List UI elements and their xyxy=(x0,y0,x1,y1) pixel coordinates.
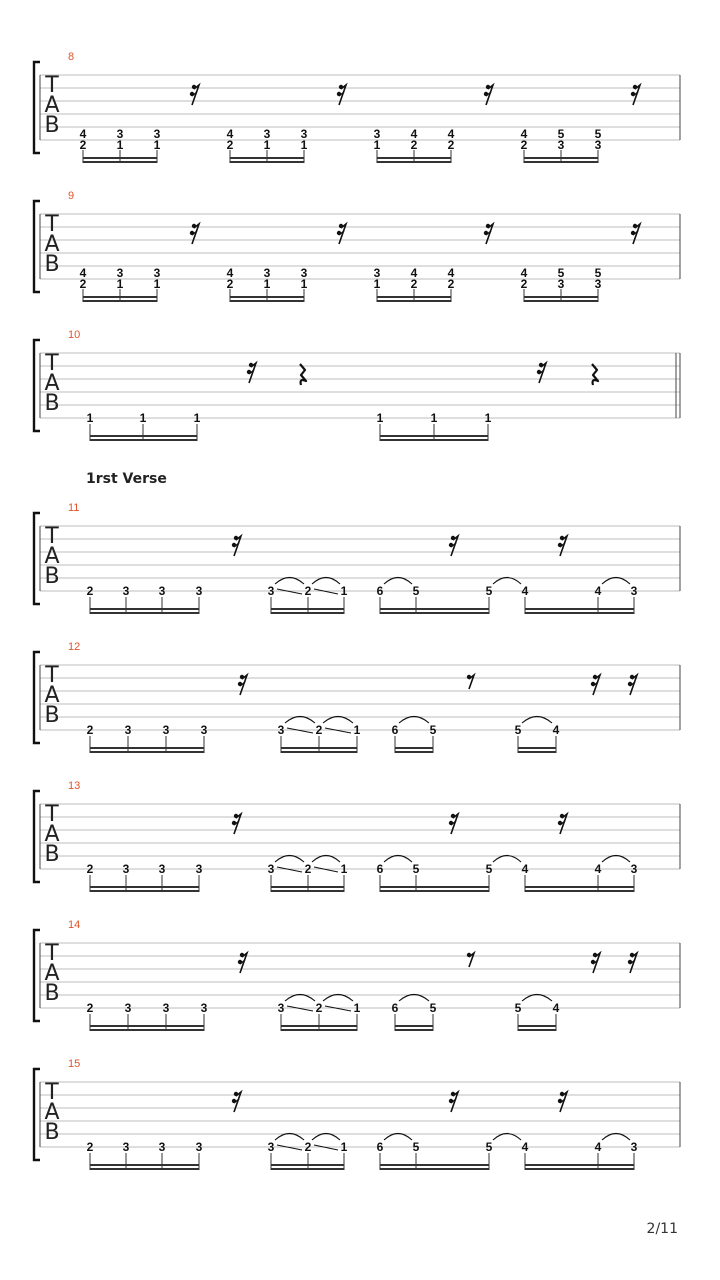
staff-lines xyxy=(40,75,680,140)
fret-number: 2 xyxy=(86,862,94,876)
fret-number: 2 xyxy=(304,1140,312,1154)
fret-number: 5 xyxy=(412,1140,420,1154)
fret-number: 1 xyxy=(373,138,381,152)
tab-clef-letter: A xyxy=(44,822,60,847)
fret-number: 3 xyxy=(630,1140,638,1154)
fret-number: 3 xyxy=(200,1001,208,1015)
fret-number: 3 xyxy=(153,127,161,141)
fret-number: 4 xyxy=(447,127,455,141)
fret-number: 3 xyxy=(277,723,285,737)
fret-number: 4 xyxy=(521,862,529,876)
fret-number: 4 xyxy=(226,266,234,280)
tab-clef-letter: B xyxy=(44,1120,60,1145)
note-stems xyxy=(518,1014,556,1031)
tab-staff-system xyxy=(0,506,720,626)
fret-number: 2 xyxy=(315,723,323,737)
fret-number: 4 xyxy=(520,266,528,280)
note-stems xyxy=(90,424,197,441)
sixteenth-beam xyxy=(395,747,433,753)
tab-clef-letter: A xyxy=(44,961,60,986)
system-brace xyxy=(34,201,40,292)
tab-clef-letter: A xyxy=(44,544,60,569)
note-stems xyxy=(380,597,489,614)
fret-number: 1 xyxy=(193,411,201,425)
tab-staff-system xyxy=(0,645,720,765)
fret-number: 6 xyxy=(391,723,399,737)
fret-number: 3 xyxy=(277,1001,285,1015)
tab-staff-system xyxy=(0,923,720,1043)
fret-number: 4 xyxy=(410,266,418,280)
measure-number: 14 xyxy=(68,919,81,931)
tab-clef xyxy=(44,941,59,1006)
fret-number: 5 xyxy=(412,584,420,598)
sixteenth-beam xyxy=(518,747,556,753)
sixteenth-beam xyxy=(525,886,634,892)
tab-clef xyxy=(44,802,59,867)
system-brace xyxy=(34,930,40,1021)
sixteenth-beam xyxy=(90,747,204,753)
fret-number: 3 xyxy=(116,127,124,141)
tab-clef-letter: B xyxy=(44,564,60,589)
system-brace xyxy=(34,1069,40,1160)
note-stems xyxy=(90,736,204,753)
fret-number: 3 xyxy=(122,1140,130,1154)
fret-number: 5 xyxy=(514,723,522,737)
staff-lines xyxy=(40,1082,680,1147)
fret-number: 5 xyxy=(557,127,565,141)
tab-clef xyxy=(44,524,59,589)
sixteenth-beam xyxy=(90,886,199,892)
fret-number: 2 xyxy=(86,584,94,598)
quarter-rest xyxy=(592,364,598,385)
fret-number: 4 xyxy=(594,862,602,876)
fret-number: 2 xyxy=(315,1001,323,1015)
fret-number: 3 xyxy=(267,1140,275,1154)
fret-number: 1 xyxy=(86,411,94,425)
fret-number: 2 xyxy=(226,138,234,152)
fret-number: 1 xyxy=(153,277,161,291)
staff-lines xyxy=(40,353,680,418)
fret-number: 5 xyxy=(429,723,437,737)
fret-number: 5 xyxy=(485,1140,493,1154)
fret-number: 1 xyxy=(484,411,492,425)
fret-number: 2 xyxy=(86,1001,94,1015)
fret-number: 3 xyxy=(263,266,271,280)
tab-clef-letter: A xyxy=(44,232,60,257)
fret-number: 1 xyxy=(300,277,308,291)
note-stems xyxy=(271,597,344,614)
fret-number: 2 xyxy=(79,138,87,152)
fret-number: 3 xyxy=(300,266,308,280)
fret-number: 2 xyxy=(410,277,418,291)
tab-staff-system xyxy=(0,1062,720,1182)
fret-number: 2 xyxy=(447,277,455,291)
staff-lines xyxy=(40,804,680,869)
fret-number: 5 xyxy=(514,1001,522,1015)
note-stems xyxy=(281,736,357,753)
fret-number: 5 xyxy=(485,862,493,876)
fret-number: 5 xyxy=(557,266,565,280)
fret-number: 6 xyxy=(391,1001,399,1015)
fret-number: 5 xyxy=(594,266,602,280)
note-stems xyxy=(271,1153,344,1170)
note-stems xyxy=(518,736,556,753)
fret-number: 2 xyxy=(86,723,94,737)
note-stems xyxy=(90,875,199,892)
fret-number: 3 xyxy=(124,723,132,737)
fret-number: 3 xyxy=(122,862,130,876)
fret-number: 2 xyxy=(410,138,418,152)
sixteenth-beam xyxy=(395,1025,433,1031)
fret-number: 1 xyxy=(263,138,271,152)
tab-clef-letter: B xyxy=(44,981,60,1006)
fret-number: 5 xyxy=(429,1001,437,1015)
tab-clef-letter: T xyxy=(45,1080,59,1105)
note-stems xyxy=(90,1153,199,1170)
fret-number: 4 xyxy=(552,723,560,737)
tab-clef-letter: B xyxy=(44,703,60,728)
staff-lines xyxy=(40,665,680,730)
fret-number: 2 xyxy=(447,138,455,152)
measure-number: 15 xyxy=(68,1058,81,1070)
fret-number: 4 xyxy=(594,584,602,598)
tab-clef-letter: T xyxy=(45,524,59,549)
fret-number: 2 xyxy=(79,277,87,291)
tab-clef-letter: B xyxy=(44,113,60,138)
fret-number: 3 xyxy=(158,584,166,598)
staff-lines xyxy=(40,214,680,279)
fret-number: 3 xyxy=(630,584,638,598)
sixteenth-beam xyxy=(90,1025,204,1031)
measure-number: 9 xyxy=(68,190,75,202)
note-stems xyxy=(90,1014,204,1031)
fret-number: 3 xyxy=(162,723,170,737)
measure-number: 11 xyxy=(68,502,80,514)
fret-number: 1 xyxy=(340,1140,348,1154)
fret-number: 4 xyxy=(79,266,87,280)
measure-number: 8 xyxy=(68,51,75,63)
fret-number: 3 xyxy=(630,862,638,876)
sixteenth-beam xyxy=(525,1164,634,1170)
tab-clef-letter: T xyxy=(45,73,59,98)
system-brace xyxy=(34,62,40,153)
fret-number: 3 xyxy=(153,266,161,280)
tab-clef-letter: B xyxy=(44,252,60,277)
quarter-rest xyxy=(300,364,306,385)
tab-clef-letter: T xyxy=(45,663,59,688)
note-stems xyxy=(525,875,634,892)
fret-number: 6 xyxy=(376,584,384,598)
system-brace xyxy=(34,340,40,431)
fret-number: 2 xyxy=(226,277,234,291)
tab-clef-letter: A xyxy=(44,1100,60,1125)
measure-number: 12 xyxy=(68,641,81,653)
fret-number: 1 xyxy=(116,277,124,291)
section-label: 1rst Verse xyxy=(86,471,167,487)
fret-number: 1 xyxy=(139,411,147,425)
tab-clef xyxy=(44,1080,59,1145)
fret-number: 3 xyxy=(373,127,381,141)
note-stems xyxy=(525,1153,634,1170)
fret-number: 4 xyxy=(552,1001,560,1015)
fret-number: 1 xyxy=(116,138,124,152)
fret-number: 4 xyxy=(410,127,418,141)
tab-clef-letter: A xyxy=(44,371,60,396)
fret-number: 2 xyxy=(304,862,312,876)
note-stems xyxy=(380,424,488,441)
fret-number: 6 xyxy=(376,862,384,876)
sixteenth-beam xyxy=(380,1164,489,1170)
sixteenth-beam xyxy=(90,608,199,614)
note-stems xyxy=(281,1014,357,1031)
fret-number: 3 xyxy=(195,1140,203,1154)
fret-number: 5 xyxy=(412,862,420,876)
fret-number: 3 xyxy=(195,862,203,876)
fret-number: 3 xyxy=(122,584,130,598)
fret-number: 3 xyxy=(263,127,271,141)
fret-number: 1 xyxy=(376,411,384,425)
note-stems xyxy=(90,597,199,614)
fret-number: 3 xyxy=(200,723,208,737)
tab-clef xyxy=(44,212,59,277)
staff-lines xyxy=(40,943,680,1008)
measure-number: 10 xyxy=(68,329,81,341)
fret-number: 1 xyxy=(373,277,381,291)
system-brace xyxy=(34,652,40,743)
fret-number: 4 xyxy=(520,127,528,141)
tab-clef-letter: T xyxy=(45,802,59,827)
fret-number: 3 xyxy=(594,277,602,291)
fret-number: 3 xyxy=(557,277,565,291)
fret-number: 4 xyxy=(79,127,87,141)
staff-lines xyxy=(40,526,680,591)
fret-number: 1 xyxy=(300,138,308,152)
fret-number: 4 xyxy=(226,127,234,141)
measure-number: 13 xyxy=(68,780,81,792)
sixteenth-beam xyxy=(380,886,489,892)
sixteenth-beam xyxy=(90,1164,199,1170)
page-number: 2/11 xyxy=(646,1221,678,1237)
fret-number: 5 xyxy=(485,584,493,598)
fret-number: 3 xyxy=(162,1001,170,1015)
fret-number: 1 xyxy=(353,723,361,737)
system-brace xyxy=(34,513,40,604)
tab-staff-system xyxy=(0,784,720,904)
sixteenth-beam xyxy=(380,608,489,614)
tab-staff-system xyxy=(0,55,720,175)
tab-clef xyxy=(44,73,59,138)
sixteenth-beam xyxy=(518,1025,556,1031)
tab-clef-letter: A xyxy=(44,93,60,118)
fret-number: 2 xyxy=(304,584,312,598)
eighth-rest xyxy=(467,953,474,967)
fret-number: 4 xyxy=(521,1140,529,1154)
tab-staff-system xyxy=(0,333,720,453)
fret-number: 6 xyxy=(376,1140,384,1154)
fret-number: 4 xyxy=(594,1140,602,1154)
note-stems xyxy=(395,736,433,753)
tab-staff-system xyxy=(0,194,720,314)
fret-number: 3 xyxy=(195,584,203,598)
tab-clef xyxy=(44,351,59,416)
sixteenth-beam xyxy=(525,608,634,614)
fret-number: 4 xyxy=(521,584,529,598)
tab-clef-letter: A xyxy=(44,683,60,708)
fret-number: 1 xyxy=(263,277,271,291)
tab-clef-letter: B xyxy=(44,842,60,867)
fret-number: 5 xyxy=(594,127,602,141)
fret-number: 1 xyxy=(340,584,348,598)
tab-clef-letter: T xyxy=(45,212,59,237)
fret-number: 3 xyxy=(267,862,275,876)
fret-number: 2 xyxy=(520,138,528,152)
note-stems xyxy=(271,875,344,892)
fret-number: 3 xyxy=(116,266,124,280)
fret-number: 1 xyxy=(153,138,161,152)
fret-number: 4 xyxy=(447,266,455,280)
fret-number: 3 xyxy=(557,138,565,152)
note-stems xyxy=(525,597,634,614)
fret-number: 1 xyxy=(353,1001,361,1015)
fret-number: 3 xyxy=(158,1140,166,1154)
note-stems xyxy=(395,1014,433,1031)
system-brace xyxy=(34,791,40,882)
note-stems xyxy=(380,875,489,892)
fret-number: 2 xyxy=(520,277,528,291)
tab-clef-letter: T xyxy=(45,351,59,376)
tab-clef-letter: B xyxy=(44,391,60,416)
fret-number: 3 xyxy=(594,138,602,152)
fret-number: 3 xyxy=(267,584,275,598)
fret-number: 1 xyxy=(430,411,438,425)
fret-number: 1 xyxy=(340,862,348,876)
fret-number: 2 xyxy=(86,1140,94,1154)
fret-number: 3 xyxy=(124,1001,132,1015)
fret-number: 3 xyxy=(158,862,166,876)
tab-clef xyxy=(44,663,59,728)
note-stems xyxy=(380,1153,489,1170)
fret-number: 3 xyxy=(300,127,308,141)
eighth-rest xyxy=(467,675,474,689)
tab-clef-letter: T xyxy=(45,941,59,966)
fret-number: 3 xyxy=(373,266,381,280)
